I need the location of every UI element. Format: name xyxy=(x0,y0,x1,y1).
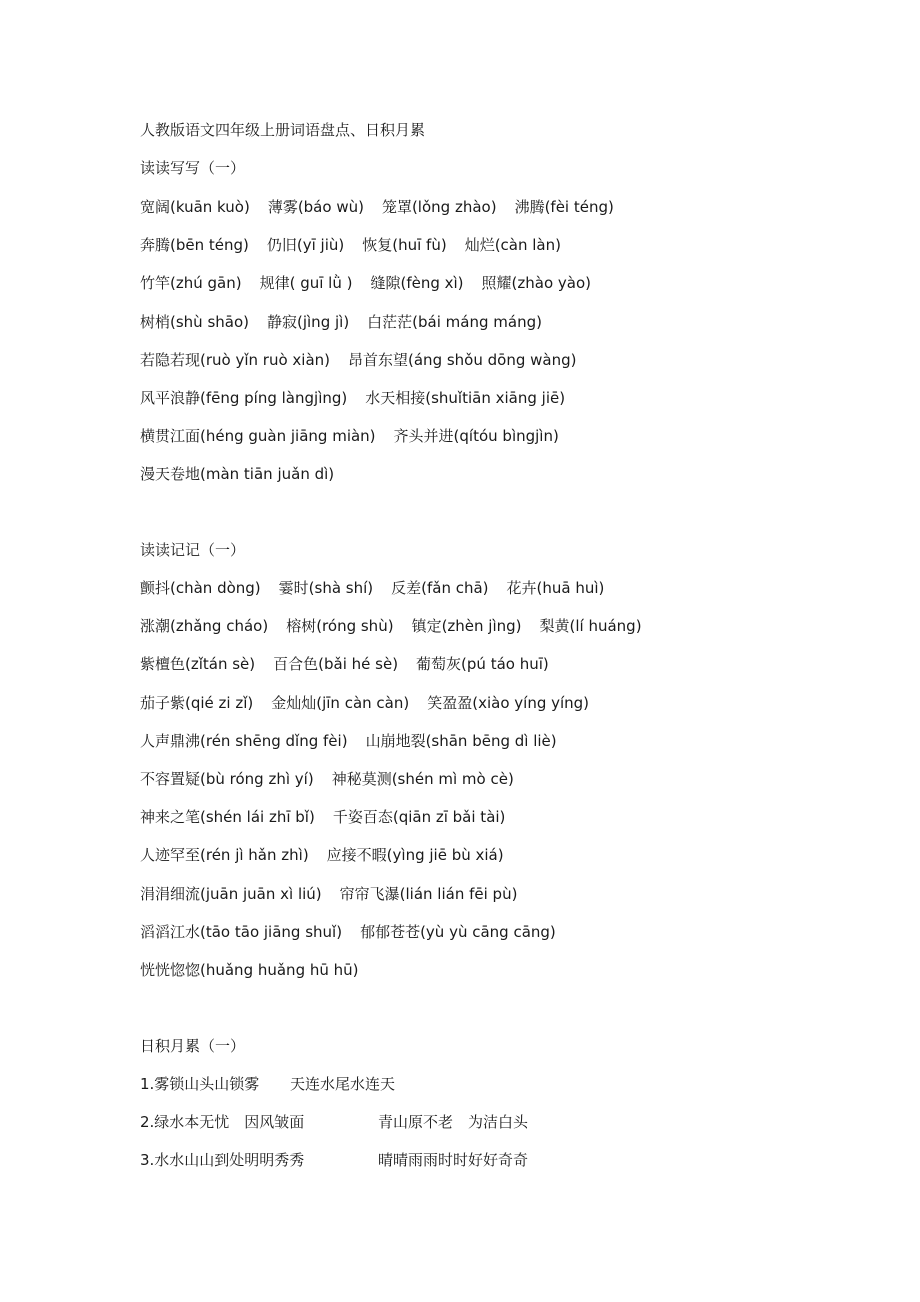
vocabulary-entry: 横贯江面(héng guàn jiāng miàn) xyxy=(140,427,376,446)
vocabulary-entry: 齐头并进(qítóu bìngjìn) xyxy=(393,427,559,446)
vocabulary-row xyxy=(140,919,556,945)
vocabulary-entry: 静寂(jìng jì) xyxy=(267,312,350,331)
vocabulary-entry: 沸腾(fèi téng) xyxy=(514,198,614,216)
vocabulary-entry: 树梢(shù shāo) xyxy=(140,312,249,331)
vocabulary-row xyxy=(140,385,565,411)
vocabulary-entry: 葡萄灰(pú táo huī) xyxy=(416,655,549,674)
vocabulary-entry: 恍恍惚惚(huǎng huǎng hū hū) xyxy=(140,961,359,979)
vocabulary-entry: 2.绿水本无忧 因风皱面 xyxy=(140,1113,305,1132)
vocabulary-entry: 金灿灿(jīn càn càn) xyxy=(271,693,410,712)
vocabulary-entry: 梨黄(lí huáng) xyxy=(539,617,642,636)
vocabulary-entry: 规律( guī lǜ ) xyxy=(259,274,353,293)
vocabulary-entry: 人声鼎沸(rén shēng dǐng fèi) xyxy=(140,731,348,750)
vocabulary-entry: 涓涓细流(juān juān xì liú) xyxy=(140,884,322,903)
vocabulary-row xyxy=(140,423,559,449)
vocabulary-entry: 白茫茫(bái máng máng) xyxy=(367,312,542,331)
vocabulary-entry: 紫檀色(zǐtán sè) xyxy=(140,655,256,674)
vocabulary-entry: 笑盈盈(xiào yíng yíng) xyxy=(427,693,590,712)
vocabulary-entry: 恢复(huī fù) xyxy=(362,236,447,255)
vocabulary-row xyxy=(140,651,549,677)
vocabulary-row xyxy=(140,881,517,907)
vocabulary-entry: 宽阔(kuān kuò) xyxy=(140,198,250,216)
vocabulary-entry: 神来之笔(shén lái zhī bǐ) xyxy=(140,808,315,827)
vocabulary-entry: 青山原不老 为洁白头 xyxy=(378,1113,529,1132)
vocabulary-row xyxy=(140,690,589,716)
vocabulary-entry: 人迹罕至(rén jì hǎn zhì) xyxy=(140,846,309,865)
vocabulary-entry: 漫天卷地(màn tiān juǎn dì) xyxy=(140,465,335,484)
section-heading-read-write: 读读写写（一） xyxy=(140,159,246,177)
vocabulary-entry: 薄雾(báo wù) xyxy=(267,198,364,216)
vocabulary-entry: 滔滔江水(tāo tāo jiāng shuǐ) xyxy=(140,922,343,941)
vocabulary-entry: 神秘莫测(shén mì mò cè) xyxy=(331,770,514,788)
vocabulary-entry: 镇定(zhèn jìng) xyxy=(411,617,522,636)
couplet-row xyxy=(140,1071,396,1097)
vocabulary-row xyxy=(140,347,576,373)
vocabulary-entry: 茄子紫(qié zi zǐ) xyxy=(140,693,254,712)
vocabulary-entry: 1.雾锁山头山锁雾 xyxy=(140,1075,260,1093)
vocabulary-entry: 水天相接(shuǐtiān xiāng jiē) xyxy=(365,389,566,407)
vocabulary-entry: 3.水水山山到处明明秀秀 xyxy=(140,1151,305,1170)
vocabulary-row xyxy=(140,613,642,639)
vocabulary-entry: 昂首东望(áng shǒu dōng wàng) xyxy=(348,350,577,369)
vocabulary-row xyxy=(140,728,557,754)
vocabulary-row xyxy=(140,309,542,335)
vocabulary-entry: 若隐若现(ruò yǐn ruò xiàn) xyxy=(140,350,331,369)
vocabulary-entry: 笼罩(lǒng zhào) xyxy=(381,198,497,216)
vocabulary-entry: 晴晴雨雨时时好好奇奇 xyxy=(378,1151,529,1170)
vocabulary-entry: 照耀(zhào yào) xyxy=(481,274,592,293)
vocabulary-entry: 霎时(shà shí) xyxy=(278,579,374,597)
couplet-row xyxy=(140,1147,529,1173)
vocabulary-row xyxy=(140,575,604,601)
vocabulary-row xyxy=(140,194,614,220)
vocabulary-entry: 郁郁苍苍(yù yù cāng cāng) xyxy=(360,922,556,941)
document-title: 人教版语文四年级上册词语盘点、日积月累 xyxy=(140,121,426,139)
vocabulary-row xyxy=(140,270,591,296)
vocabulary-entry: 风平浪静(fēng píng làngjìng) xyxy=(140,389,348,407)
vocabulary-entry: 灿烂(càn làn) xyxy=(464,236,561,255)
vocabulary-row xyxy=(140,957,359,983)
vocabulary-entry: 竹竿(zhú gān) xyxy=(140,274,242,293)
vocabulary-entry: 奔腾(bēn téng) xyxy=(140,236,249,255)
section-heading-daily-accumulation: 日积月累（一） xyxy=(140,1037,246,1055)
vocabulary-entry: 帘帘飞瀑(lián lián fēi pù) xyxy=(339,884,518,903)
couplet-row xyxy=(140,1109,529,1135)
vocabulary-row xyxy=(140,461,334,487)
vocabulary-entry: 颤抖(chàn dòng) xyxy=(140,579,261,597)
vocabulary-entry: 榕树(róng shù) xyxy=(286,617,394,636)
vocabulary-entry: 天连水尾水连天 xyxy=(290,1075,396,1093)
vocabulary-row xyxy=(140,842,504,868)
section-heading-read-remember: 读读记记（一） xyxy=(140,541,246,559)
vocabulary-entry: 仍旧(yī jiù) xyxy=(266,236,345,255)
vocabulary-row xyxy=(140,232,561,258)
vocabulary-entry: 缝隙(fèng xì) xyxy=(370,274,464,293)
vocabulary-row xyxy=(140,766,514,792)
vocabulary-entry: 应接不暇(yìng jiē bù xiá) xyxy=(326,846,504,865)
vocabulary-entry: 山崩地裂(shān bēng dì liè) xyxy=(365,731,557,750)
vocabulary-entry: 千姿百态(qiān zī bǎi tài) xyxy=(332,808,506,827)
vocabulary-row xyxy=(140,804,505,830)
vocabulary-entry: 反差(fǎn chā) xyxy=(391,579,489,597)
vocabulary-entry: 花卉(huā huì) xyxy=(506,579,605,597)
vocabulary-entry: 百合色(bǎi hé sè) xyxy=(273,655,399,674)
vocabulary-entry: 不容置疑(bù róng zhì yí) xyxy=(140,770,314,788)
vocabulary-entry: 涨潮(zhǎng cháo) xyxy=(140,617,269,636)
